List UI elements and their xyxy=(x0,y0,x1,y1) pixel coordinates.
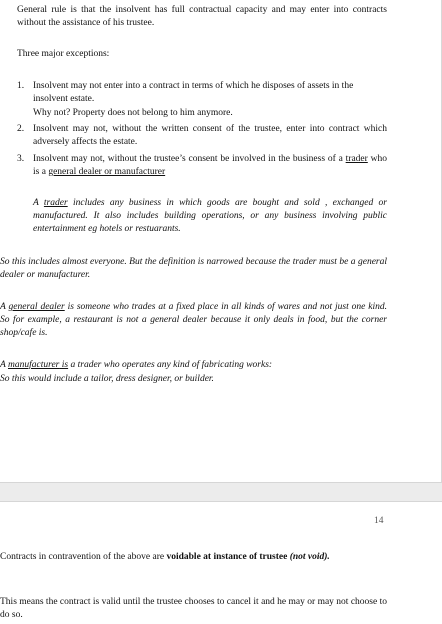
exception-2-text: Insolvent may not, without the written consent of the trustee, enter into contract which adversely affects the estate. xyxy=(33,124,387,147)
general-dealer-manufacturer-text: general dealer or manufacturer xyxy=(48,167,166,177)
exception-3-number: 3. xyxy=(17,154,25,164)
exception-2-number: 2. xyxy=(17,124,25,134)
dealer-def-prefix: A xyxy=(0,302,9,312)
trader-term: trader xyxy=(43,198,68,208)
manufacturer-def-prefix: A xyxy=(0,360,9,370)
voidable-text: Contracts in contravention of the above are xyxy=(0,552,167,562)
contract-valid-paragraph: This means the contract is valid until the trustee chooses to cancel it and he may or may not choose to do so. xyxy=(0,597,387,620)
trader-definition xyxy=(33,197,387,236)
trader-link-text: trader xyxy=(345,154,368,164)
manufacturer-definition xyxy=(0,359,387,372)
voidable-paragraph xyxy=(0,551,387,564)
exception-1-text: Insolvent may not enter into a contract in terms of which he disposes of assets in the insolvent estate. xyxy=(33,81,354,104)
manufacturer-is: is xyxy=(59,360,69,370)
narrowed-paragraph: So this includes almost everyone. But the definition is narrowed because the trader must be a general dealer or manufacturer. xyxy=(0,257,387,280)
manufacturer-def-rest: a trader who operates any kind of fabricating works: xyxy=(68,360,273,370)
page-separator xyxy=(0,482,442,502)
general-dealer-definition xyxy=(0,301,387,340)
manufacturer-examples: So this would include a tailor, dress designer, or builder. xyxy=(0,374,214,384)
general-dealer-term: general dealer xyxy=(8,302,65,312)
general-rule-paragraph: General rule is that the insolvent has full contractual capacity and may enter into contracts without the assistance of his trustee. xyxy=(17,5,387,28)
exception-3-part-2: who is a xyxy=(33,154,387,177)
trader-def-rest: includes any business in which goods are bought and sold , exchanged or manufactured. It also includes building operations, or any business involving public entertainment eg hotels or restuarants. xyxy=(33,198,387,234)
not-void-text: (not void). xyxy=(287,552,330,562)
exception-3-text xyxy=(33,153,387,179)
exception-1-number: 1. xyxy=(17,81,25,91)
exception-1-extra: Why not? Property does not belong to him anymore. xyxy=(33,108,233,118)
dealer-def-rest: is someone who trades at a fixed place in all kinds of wares and not just one kind. So for example, a restaurant is not a general dealer because it only deals in food, but the corner shop/cafe is. xyxy=(0,302,387,338)
voidable-bold-text: voidable at instance of trustee xyxy=(166,552,288,562)
manufacturer-term: manufacturer xyxy=(8,360,60,370)
exception-3-part: Insolvent may not, without the trustee’s consent be involved in the business of a xyxy=(33,154,346,164)
exceptions-heading: Three major exceptions: xyxy=(17,49,110,59)
page-number: 14 xyxy=(374,516,384,526)
trader-def-prefix: A xyxy=(33,198,44,208)
